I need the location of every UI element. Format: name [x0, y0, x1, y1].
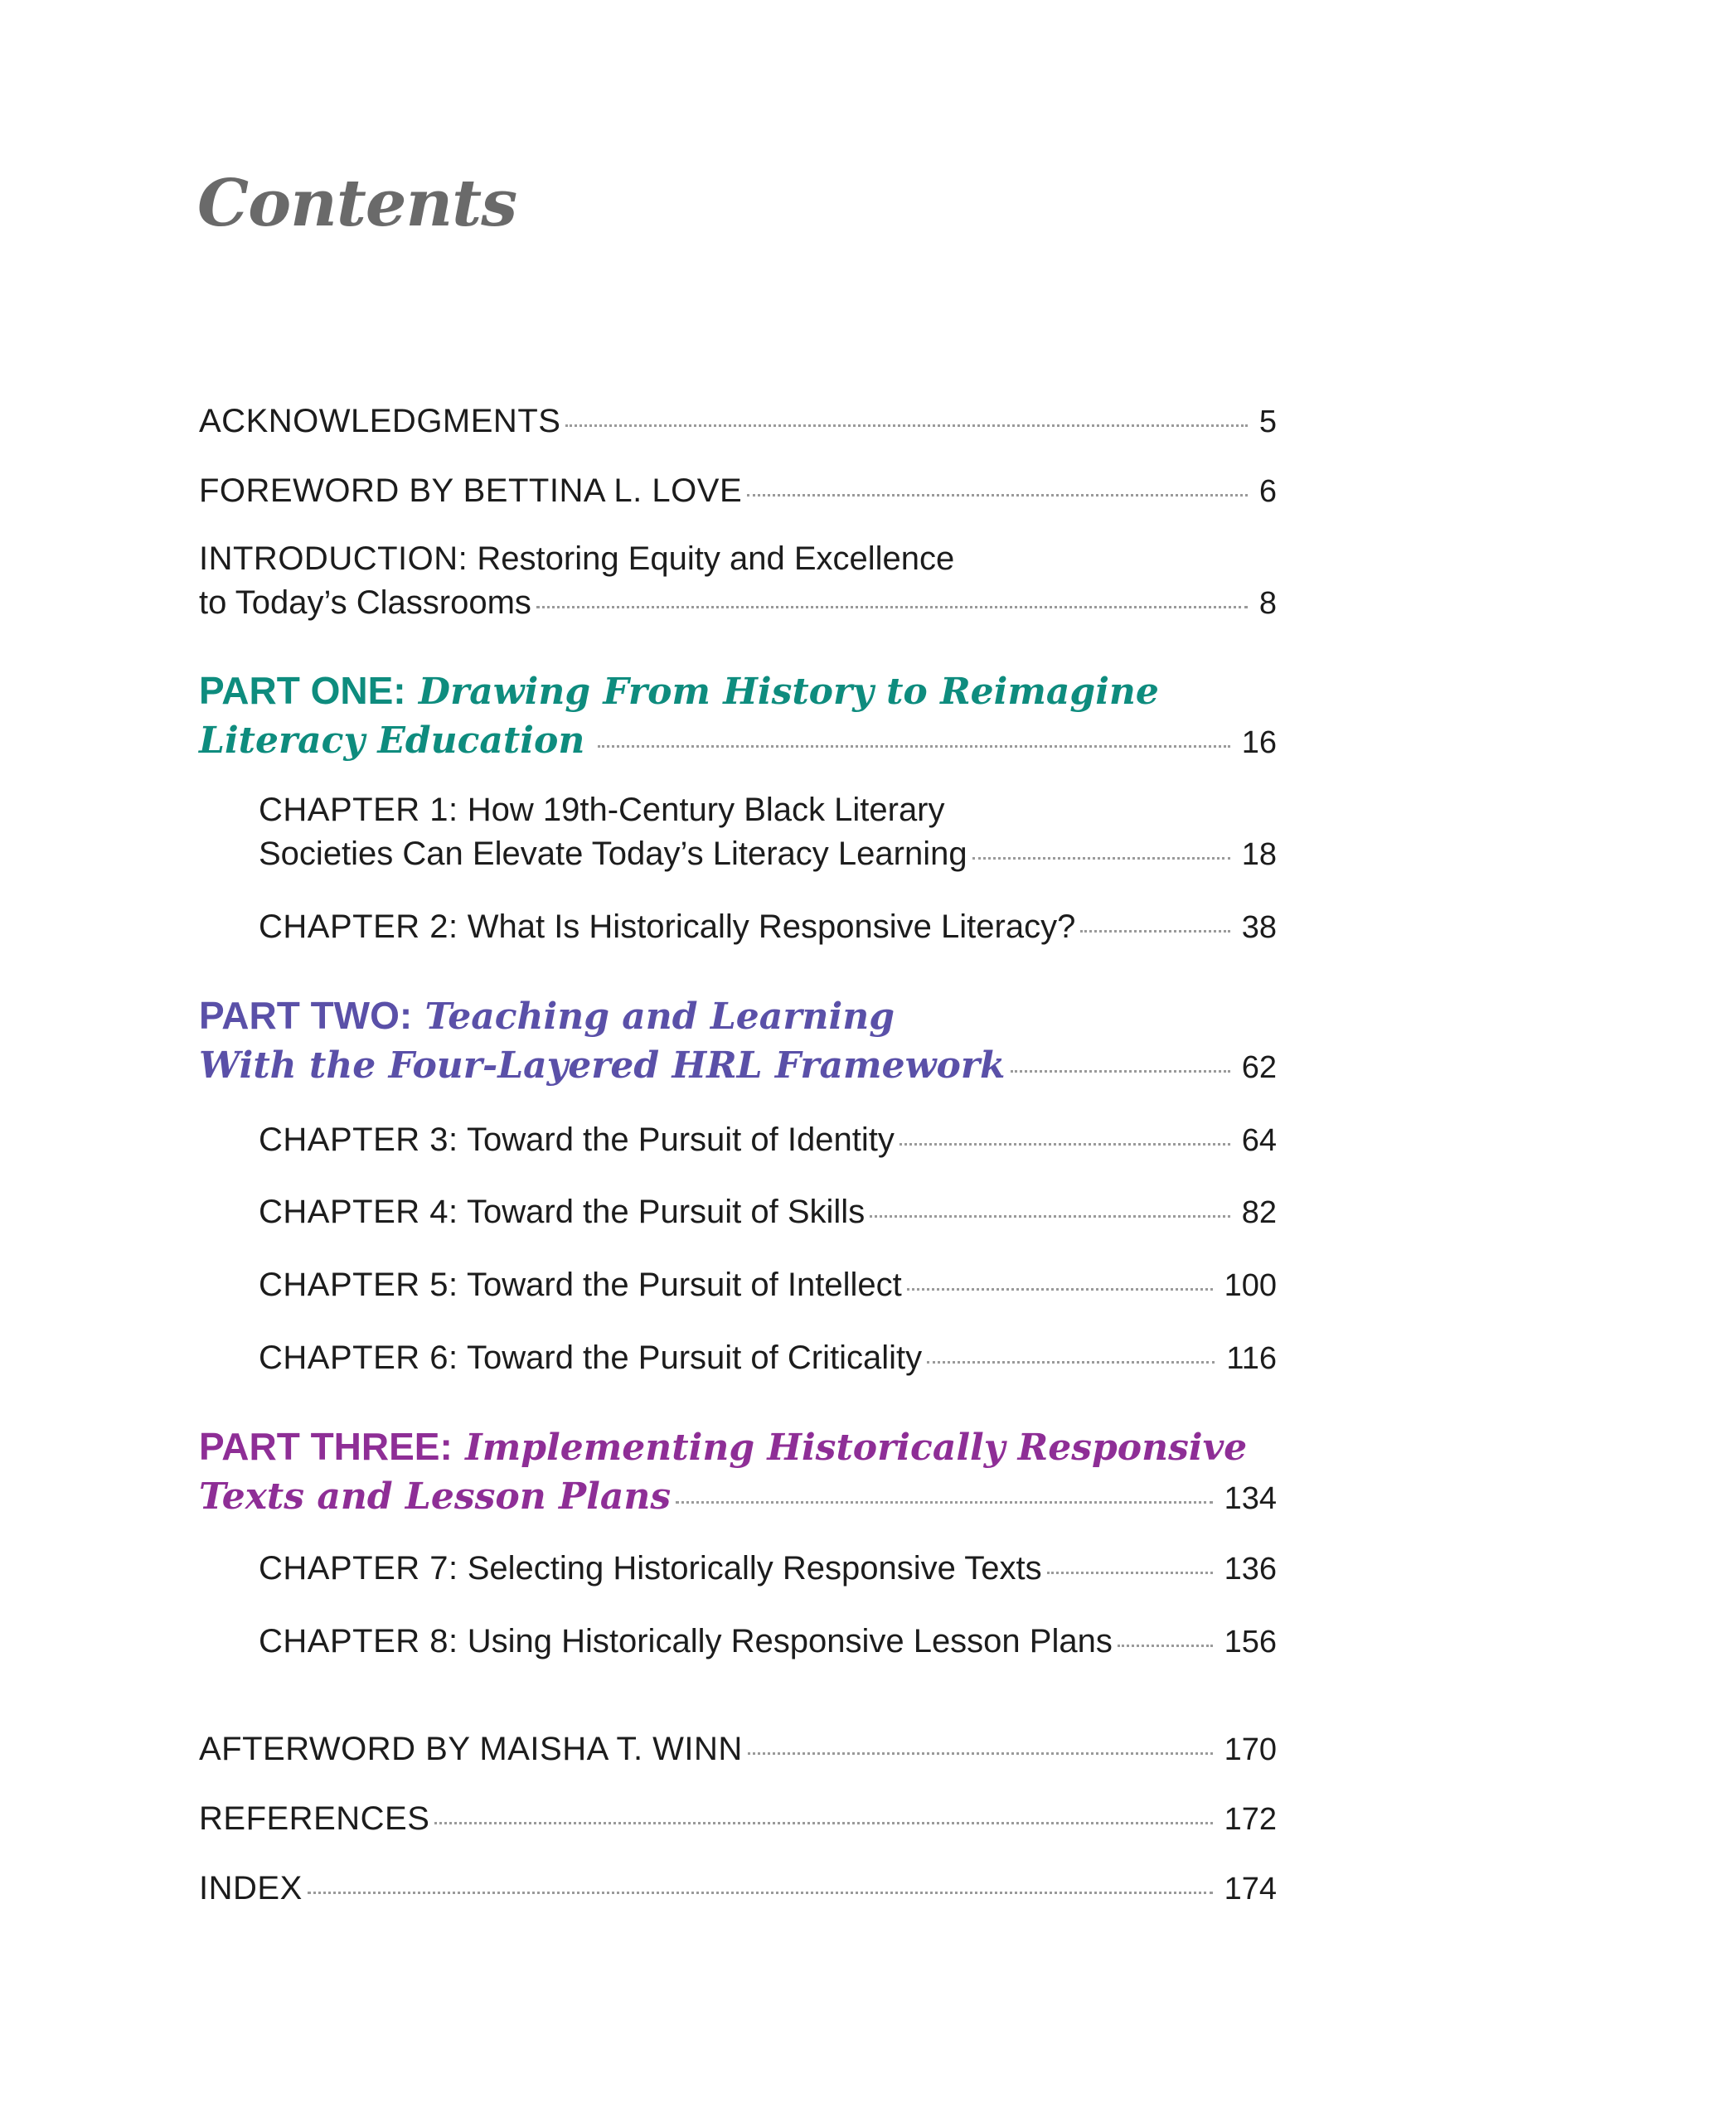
entry-label: INDEX — [199, 1870, 303, 1906]
chapter-title: Using Historically Responsive Lesson Plans — [458, 1623, 1113, 1659]
toc-entry-index[interactable] — [199, 1870, 1277, 1907]
chapter-title: Toward the Pursuit of Skills — [458, 1194, 866, 1230]
entry-label: REFERENCES — [199, 1800, 430, 1837]
entry-label: FOREWORD BY BETTINA L. LOVE — [199, 472, 743, 509]
entry-label: AFTERWORD BY MAISHA T. WINN — [199, 1731, 743, 1767]
toc-entry-references[interactable] — [199, 1800, 1277, 1838]
dot-leader — [598, 745, 1229, 748]
part-title-line2: Texts and Lesson Plans — [199, 1475, 672, 1518]
chapter-head: CHAPTER 3: — [259, 1122, 458, 1158]
page-number: 174 — [1224, 1872, 1277, 1906]
dot-leader — [1011, 1070, 1230, 1073]
toc-entry-acknowledgments[interactable] — [199, 403, 1277, 440]
dot-leader — [1047, 1572, 1213, 1574]
entry-title-line2: to Today’s Classrooms — [199, 584, 531, 621]
toc-part-two[interactable] — [199, 993, 1277, 1087]
chapter-title-line2: Societies Can Elevate Today’s Literacy Learning — [259, 836, 967, 872]
part-head: PART THREE: — [199, 1425, 453, 1468]
dot-leader — [676, 1501, 1212, 1504]
dot-leader — [536, 606, 1248, 608]
entry-label: ACKNOWLEDGMENTS — [199, 403, 561, 439]
entry-title-line1: Restoring Equity and Excellence — [468, 540, 955, 577]
dot-leader — [972, 857, 1230, 860]
toc-entry-chapter-7[interactable] — [259, 1550, 1277, 1587]
dot-leader — [308, 1892, 1213, 1894]
page-number: 5 — [1258, 405, 1277, 439]
part-title-line2: With the Four-Layered HRL Framework — [199, 1044, 1006, 1087]
part-head: PART TWO: — [199, 994, 413, 1037]
page-number: 6 — [1258, 474, 1277, 509]
toc-entry-chapter-5[interactable] — [259, 1267, 1277, 1304]
chapter-head: CHAPTER 8: — [259, 1623, 458, 1659]
part-title-line1: Drawing From History to Reimagine — [405, 671, 1159, 713]
chapter-head: CHAPTER 7: — [259, 1550, 458, 1587]
chapter-title: What Is Historically Responsive Literacy? — [458, 908, 1076, 945]
page-number: 136 — [1224, 1552, 1277, 1587]
entry-head: INTRODUCTION: — [199, 540, 468, 577]
page-number: 82 — [1241, 1195, 1277, 1230]
page-number: 172 — [1224, 1802, 1277, 1837]
chapter-head: CHAPTER 4: — [259, 1194, 458, 1230]
toc-entry-chapter-3[interactable] — [259, 1122, 1277, 1159]
page-number: 100 — [1224, 1268, 1277, 1303]
chapter-title: Toward the Pursuit of Identity — [458, 1122, 895, 1158]
dot-leader — [1118, 1645, 1213, 1647]
toc-entry-introduction[interactable] — [199, 540, 1277, 622]
toc-entry-chapter-8[interactable] — [259, 1623, 1277, 1660]
toc-entry-chapter-6[interactable] — [259, 1340, 1277, 1377]
chapter-title: Toward the Pursuit of Intellect — [458, 1267, 902, 1303]
dot-leader — [870, 1215, 1230, 1218]
part-title-line1: Teaching and Learning — [412, 996, 895, 1038]
dot-leader — [1080, 930, 1229, 933]
page-number: 8 — [1258, 586, 1277, 621]
page-title: Contents — [197, 166, 517, 241]
toc-part-one[interactable] — [199, 668, 1277, 762]
part-title-line2: Literacy Education — [199, 719, 585, 762]
page-number: 170 — [1224, 1732, 1277, 1767]
toc-entry-afterword[interactable] — [199, 1731, 1277, 1768]
toc-entry-chapter-4[interactable] — [259, 1194, 1277, 1231]
part-head: PART ONE: — [199, 669, 406, 712]
page-number: 38 — [1241, 910, 1277, 945]
page-number: 16 — [1241, 725, 1277, 760]
part-title-line1: Implementing Historically Responsive — [452, 1427, 1248, 1469]
chapter-head: CHAPTER 5: — [259, 1267, 458, 1303]
dot-leader — [747, 494, 1248, 497]
toc-entry-foreword[interactable] — [199, 472, 1277, 510]
toc-entry-chapter-1[interactable] — [259, 792, 1277, 873]
page-number: 156 — [1224, 1625, 1277, 1659]
dot-leader — [927, 1361, 1215, 1364]
dot-leader — [434, 1822, 1212, 1824]
dot-leader — [748, 1752, 1213, 1755]
dot-leader — [907, 1288, 1213, 1291]
chapter-title-line1: How 19th-Century Black Literary — [458, 792, 945, 828]
page-number: 18 — [1241, 837, 1277, 872]
page-number: 134 — [1224, 1481, 1277, 1516]
chapter-head: CHAPTER 1: — [259, 792, 458, 828]
page-number: 116 — [1226, 1341, 1277, 1376]
chapter-head: CHAPTER 2: — [259, 908, 458, 945]
dot-leader — [900, 1143, 1230, 1146]
dot-leader — [565, 424, 1247, 427]
page-number: 62 — [1241, 1050, 1277, 1085]
toc-entry-chapter-2[interactable] — [259, 908, 1277, 946]
toc-part-three[interactable] — [199, 1424, 1277, 1518]
chapter-title: Selecting Historically Responsive Texts — [458, 1550, 1042, 1587]
chapter-head: CHAPTER 6: — [259, 1340, 458, 1376]
chapter-title: Toward the Pursuit of Criticality — [458, 1340, 923, 1376]
page-number: 64 — [1241, 1123, 1277, 1158]
